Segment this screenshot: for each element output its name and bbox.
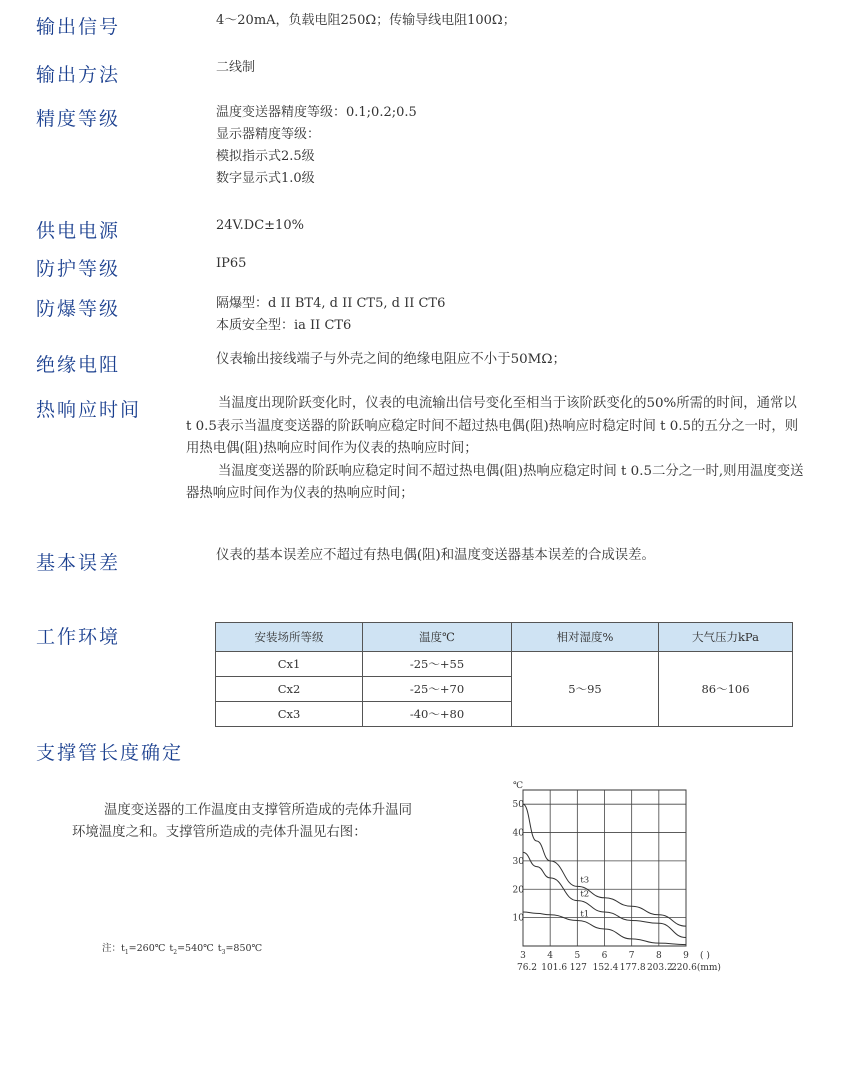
spec-value [216,10,516,32]
y-tick-label: 50 [512,800,524,811]
basic-error-label: 基本误差 [36,552,121,574]
spec-value-line: 模拟指示式2.5级 [216,149,315,164]
spec-label: 绝缘电阻 [36,354,121,376]
x-tick-label: 3 [520,951,526,961]
note-item [121,943,165,954]
env-header-pressure: 大气压力kPa [659,623,793,652]
spec-label: 防爆等级 [36,298,121,320]
spec-label: 输出方法 [36,64,121,86]
mm-tick-label: 220.6(mm) [671,963,721,973]
env-cell: -25～+55 [363,652,512,677]
y-tick-label: 20 [512,885,524,896]
x-tick-label: 4 [547,951,554,961]
note-item [169,943,213,954]
environment-label: 工作环境 [36,626,121,648]
x-tick-label: 9 [683,951,689,961]
spec-value [216,349,566,371]
response-time-label: 热响应时间 [36,399,142,421]
mm-tick-label: 152.4 [592,963,619,973]
note-t: t [121,943,125,954]
note-value: =850℃ [225,943,263,954]
support-note [102,940,266,956]
x-tick-label: 5 [574,951,581,961]
mm-tick-label: 76.2 [516,963,538,973]
spec-value-line: 隔爆型：d II BT4, d II CT5, d II CT6 [216,296,446,311]
spec-label: 供电电源 [36,220,121,242]
mm-tick-label: 177.8 [619,963,646,973]
note-t: t [169,943,174,954]
response-paragraph-2: 当温度变送器的阶跃响应稳定时间不超过热电偶(阻)热响应稳定时间 t 0.5二分之一时,则用温度变送器热响应时间作为仪表的热响应时间； [186,463,804,501]
spec-value [216,293,445,337]
spec-value [216,102,417,190]
support-text [72,800,422,844]
spec-label: 输出信号 [36,16,121,38]
response-paragraph-1: 当温度出现阶跃变化时，仪表的电流输出信号变化至相当于该阶跃变化的50%所需的时间，通常以 t 0.5表示当温度变送器的阶跃响应稳定时间不超过热电偶(阻)热响应时稳定时间 t 0.5的五分之一时，则用热电偶(阻)热响应时间作为仪表的热响应时间； [186,396,799,456]
note-sub: 2 [173,948,178,956]
series-label: t2 [580,889,590,900]
mm-tick-label: 203.2 [646,963,673,973]
x-tick-label: 7 [628,951,635,961]
table-row [216,652,793,677]
spec-value [216,215,304,237]
spec-value [216,253,246,275]
env-header-location: 安装场所等级 [216,623,363,652]
spec-value-line: 24V.DC±10% [216,218,304,233]
temperature-rise-chart [495,778,755,988]
spec-value-line: 仪表输出接线端子与外壳之间的绝缘电阻应不小于50MΩ； [216,352,566,367]
env-cell: Cx2 [216,677,363,702]
mm-tick-label: 127 [569,963,587,973]
spec-label: 精度等级 [36,108,121,130]
env-cell: Cx1 [216,652,363,677]
env-header-temperature: 温度℃ [363,623,512,652]
env-cell: -25～+70 [363,677,512,702]
x-unit-label: ( ) [700,951,710,961]
spec-value-line: 本质安全型：ia II CT6 [216,318,352,333]
note-value: =260℃ [128,943,166,954]
note-item [218,943,262,954]
spec-value-line: 数字显示式1.0级 [216,171,315,186]
series-label: t1 [580,909,590,920]
note-sub: 1 [124,948,129,956]
support-label: 支撑管长度确定 [36,742,184,764]
y-tick-label: 30 [512,856,524,867]
y-tick-label: 40 [512,828,524,839]
spec-value-line: 二线制 [216,60,256,75]
environment-table [215,622,793,727]
env-header-humidity: 相对湿度% [512,623,659,652]
x-tick-label: 8 [655,951,662,961]
env-cell: Cx3 [216,702,363,727]
env-humidity-value: 5～95 [512,652,659,727]
y-unit-label: ℃ [513,781,524,791]
basic-error-text: 仪表的基本误差应不超过有热电偶(阻)和温度变送器基本误差的合成误差。 [216,548,655,563]
support-paragraph: 温度变送器的工作温度由支撑管所造成的壳体升温同环境温度之和。支撑管所造成的壳体升温见右图： [72,803,412,840]
note-prefix: 注： [102,943,122,954]
spec-value-line: 温度变送器精度等级：0.1;0.2;0.5 [216,105,417,120]
spec-value [216,57,255,79]
env-cell: -40～+80 [363,702,512,727]
response-time-text [186,393,806,506]
spec-value-line: 4～20mA，负载电阻250Ω；传输导线电阻100Ω； [216,13,516,28]
y-tick-label: 10 [512,913,524,924]
env-pressure-value: 86～106 [659,652,793,727]
series-label: t3 [580,875,590,886]
note-value: =540℃ [177,943,214,954]
spec-label: 防护等级 [36,258,121,280]
mm-tick-label: 101.6 [541,963,568,973]
x-tick-label: 6 [601,951,608,961]
spec-value-line: 显示器精度等级： [216,127,321,142]
note-t: t [217,943,222,954]
note-sub: 3 [221,948,226,956]
spec-value-line: IP65 [216,256,247,271]
